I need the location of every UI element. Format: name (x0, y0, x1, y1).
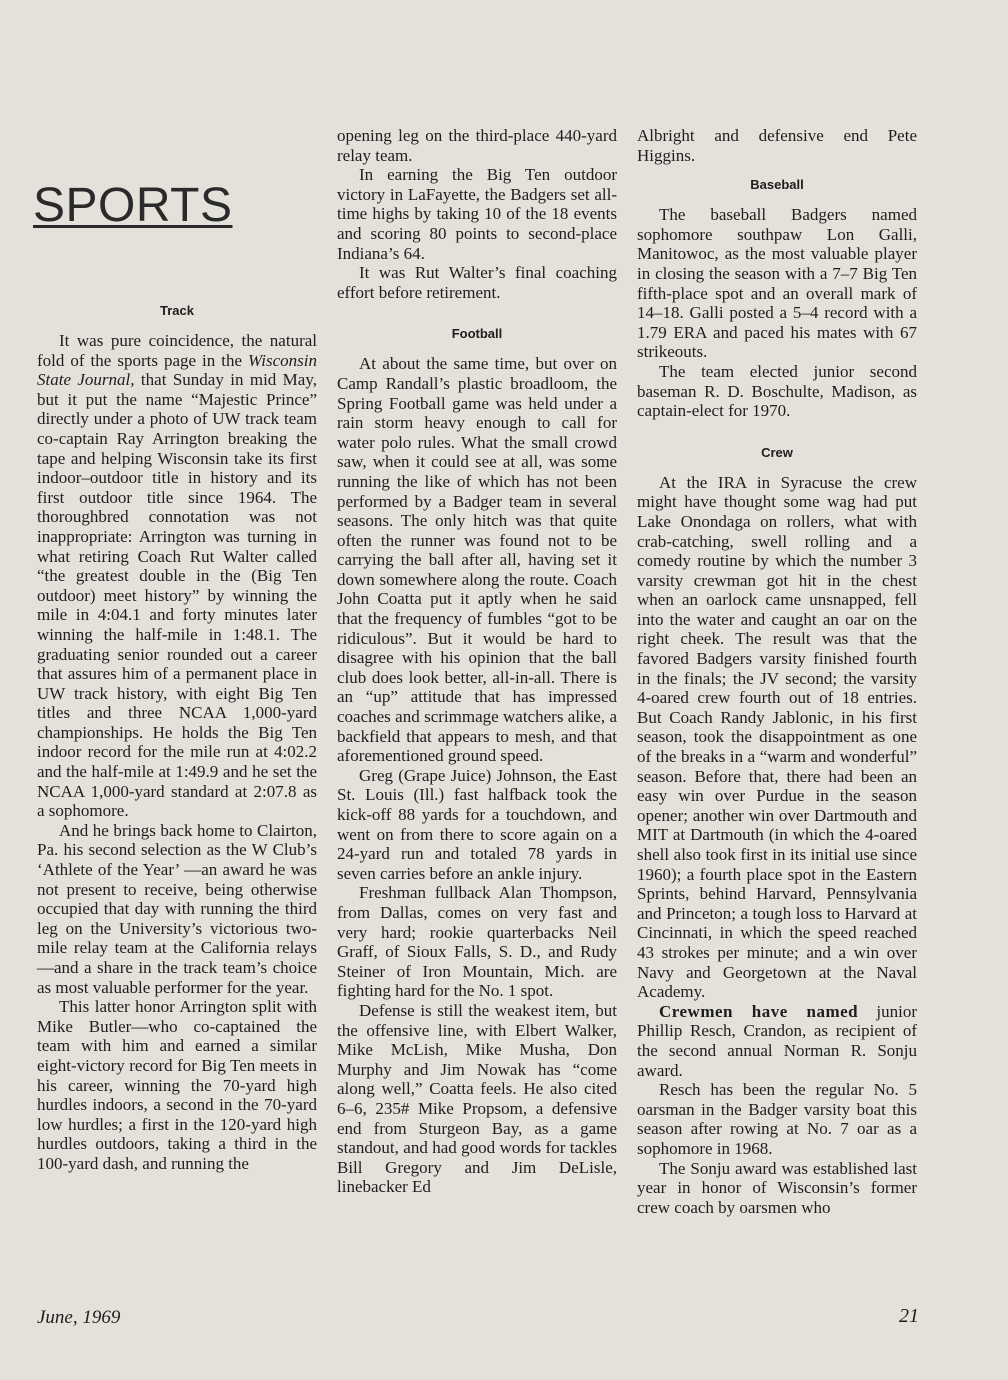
crew-paragraph-1: At the IRA in Syracuse the crew might have thought some wag had put Lake Onondaga on rollers, what with crab-catching, swell rolling and a comedy routine by which the number 3 varsity crewman got hit in the chest when an oarlock came unsnapped, fell into the water and caught an oar on the right cheek. The result was that the favored Badgers varsity finished fourth in the finals; the JV second; the varsity 4-oared crew fourth out of 18 entries. But Coach Randy Jablonic, in his first season, took the disappointment as one of the breaks in a “warm and wonderful” season. Before that, there had been an easy win over Purdue in the season opener; another win over Dartmouth and MIT at Dartmouth (in which the 4-oared shell also took first in its initial use since 1960); a fourth place spot in the Eastern Sprints, behind Harvard, Pennsylvania and Princeton; a tough loss to Harvard at Cincinnati, in which the speed reached 43 strokes per minute; and a win over Navy and Georgetown at the Naval Academy. (637, 472, 917, 1002)
track-paragraph-1: It was pure coincidence, the natural fold of the sports page in the Wisconsin State Journal, that Sunday in mid May, but it put the name “Majestic Prince” directly under a photo of UW track team co-captain Ray Arrington breaking the tape and helping Wisconsin take its first indoor–outdoor title in history and its first outdoor title since 1964. The thoroughbred connotation was not inappropriate: Arrington was turning in what retiring Coach Rut Walter called “the greatest double in the (Big Ten outdoor) meet history” by winning the mile in 4:04.1 and forty minutes later winning the half-mile in 1:48.1. The graduating senior rounded out a career that assures him of a permanent place in UW track history, with eight Big Ten titles and three NCAA 1,000-yard championships. He holds the Big Ten indoor record for the mile run at 4:02.2 and the half-mile at 1:49.9 and he set the NCAA 1,000-yard standard at 2:07.8 as a sophomore. (37, 331, 317, 821)
football-paragraph-5: Albright and defensive end Pete Higgins. (637, 126, 917, 165)
football-paragraph-4: Defense is still the weakest item, but the offensive line, with Elbert Walker, Mike McLish, Mike Musha, Don Murphy and Jim Nowak has “come along well,” Coatta feels. He also cited 6–6, 235# Mike Propsom, a defensive end from Sturgeon Bay, as a game standout, and had good words for tackles Bill Gregory and Jim DeLisle, linebacker Ed (337, 1000, 617, 1197)
track-paragraph-2: And he brings back home to Clairton, Pa. his second selection as the W Club’s ‘Athlete of the Year’ —an award he was not present to receive, being otherwise occupied that day with running the third leg on the University’s victorious two-mile relay team at the California relays—and a share in the track team’s choice as most valuable performer for the year. (37, 820, 317, 997)
track-paragraph-4: opening leg on the third-place 440-yard relay team. (337, 126, 617, 165)
track-heading: Track (160, 303, 194, 318)
football-paragraph-3: Freshman fullback Alan Thompson, from Dallas, comes on very fast and very hard; rookie quarterbacks Neil Graff, of Sioux Falls, S. D., and Rudy Steiner of Iron Mountain, Mich. are fighting hard for the No. 1 spot. (337, 883, 617, 1001)
page-number: 21 (899, 1305, 919, 1327)
baseball-heading: Baseball (750, 177, 804, 193)
football-paragraph-1: At about the same time, but over on Camp Randall’s plastic broadloom, the Spring Football game was held under a rain storm heavy enough to call for water polo rules. What the small crowd saw, when it could see at all, was some running the like of which has not been performed by a Badger team in several seasons. The only hitch was that quite often the runner was found not to be carrying the ball after all, having set it down somewhere along the route. Coach John Coatta put it aptly when he said that the frequency of fumbles “got to be ridiculous”. But it would be hard to disagree with his opinion that the ball club does look better, all-in-all. There is an “up” attitude that has impressed coaches and scrimmage watchers alike, a backfield that appears to mesh, and that aforementioned ground speed. (337, 354, 617, 766)
crew-heading: Crew (761, 444, 793, 460)
column-1 (37, 303, 317, 1174)
football-heading: Football (451, 326, 503, 342)
track-paragraph-3: This latter honor Arrington split with Mike Butler—who co-captained the team with him and earned a similar eight-victory record for Big Ten meets in his career, winning the 70-yard high hurdles indoors, a second in the 70-yard low hurdles; a first in the 120-yard high hurdles outdoors, taking a third in the 100-yard dash, and running the (37, 997, 317, 1173)
column-3 (637, 126, 917, 1217)
crew-paragraph-4: The Sonju award was established last year in honor of Wisconsin’s former crew coach by oarsmen who (637, 1158, 917, 1217)
baseball-paragraph-2: The team elected junior second baseman R. D. Boschulte, Madison, as captain-elect for 1970. (637, 361, 917, 421)
track-paragraph-6: It was Rut Walter’s final coaching effort before retirement. (337, 263, 617, 302)
crew-lead-in: Crewmen have named (659, 1001, 859, 1021)
crew-paragraph-3: Resch has been the regular No. 5 oarsman in the Badger varsity boat this season after rowing at No. 7 oar as a sophomore in 1968. (637, 1080, 917, 1158)
crew-paragraph-2: Crewmen have named junior Phillip Resch, Crandon, as recipient of the second annual Norman R. Sonju award. (637, 1001, 917, 1080)
section-title: SPORTS (33, 179, 233, 232)
column-2 (337, 126, 617, 1197)
issue-date: June, 1969 (37, 1307, 121, 1328)
football-paragraph-2: Greg (Grape Juice) Johnson, the East St. Louis (Ill.) fast halfback took the kick-off 88 yards for a touchdown, and went on from there to score again on a 24-yard run and totaled 78 yards in seven carries before an ankle injury. (337, 765, 617, 883)
track-paragraph-5: In earning the Big Ten outdoor victory in LaFayette, the Badgers set all-time highs by taking 10 of the 18 events and scoring 80 points to second-place Indiana’s 64. (337, 165, 617, 263)
baseball-paragraph-1: The baseball Badgers named sophomore southpaw Lon Galli, Manitowoc, as the most valuable player in closing the season with a 7–7 Big Ten fifth-place spot and an overall mark of 14–18. Galli posted a 5–4 record with a 1.79 ERA and paced his mates with 67 strikeouts. (637, 205, 917, 362)
newspaper-name: Wisconsin State Journal, (37, 350, 317, 390)
